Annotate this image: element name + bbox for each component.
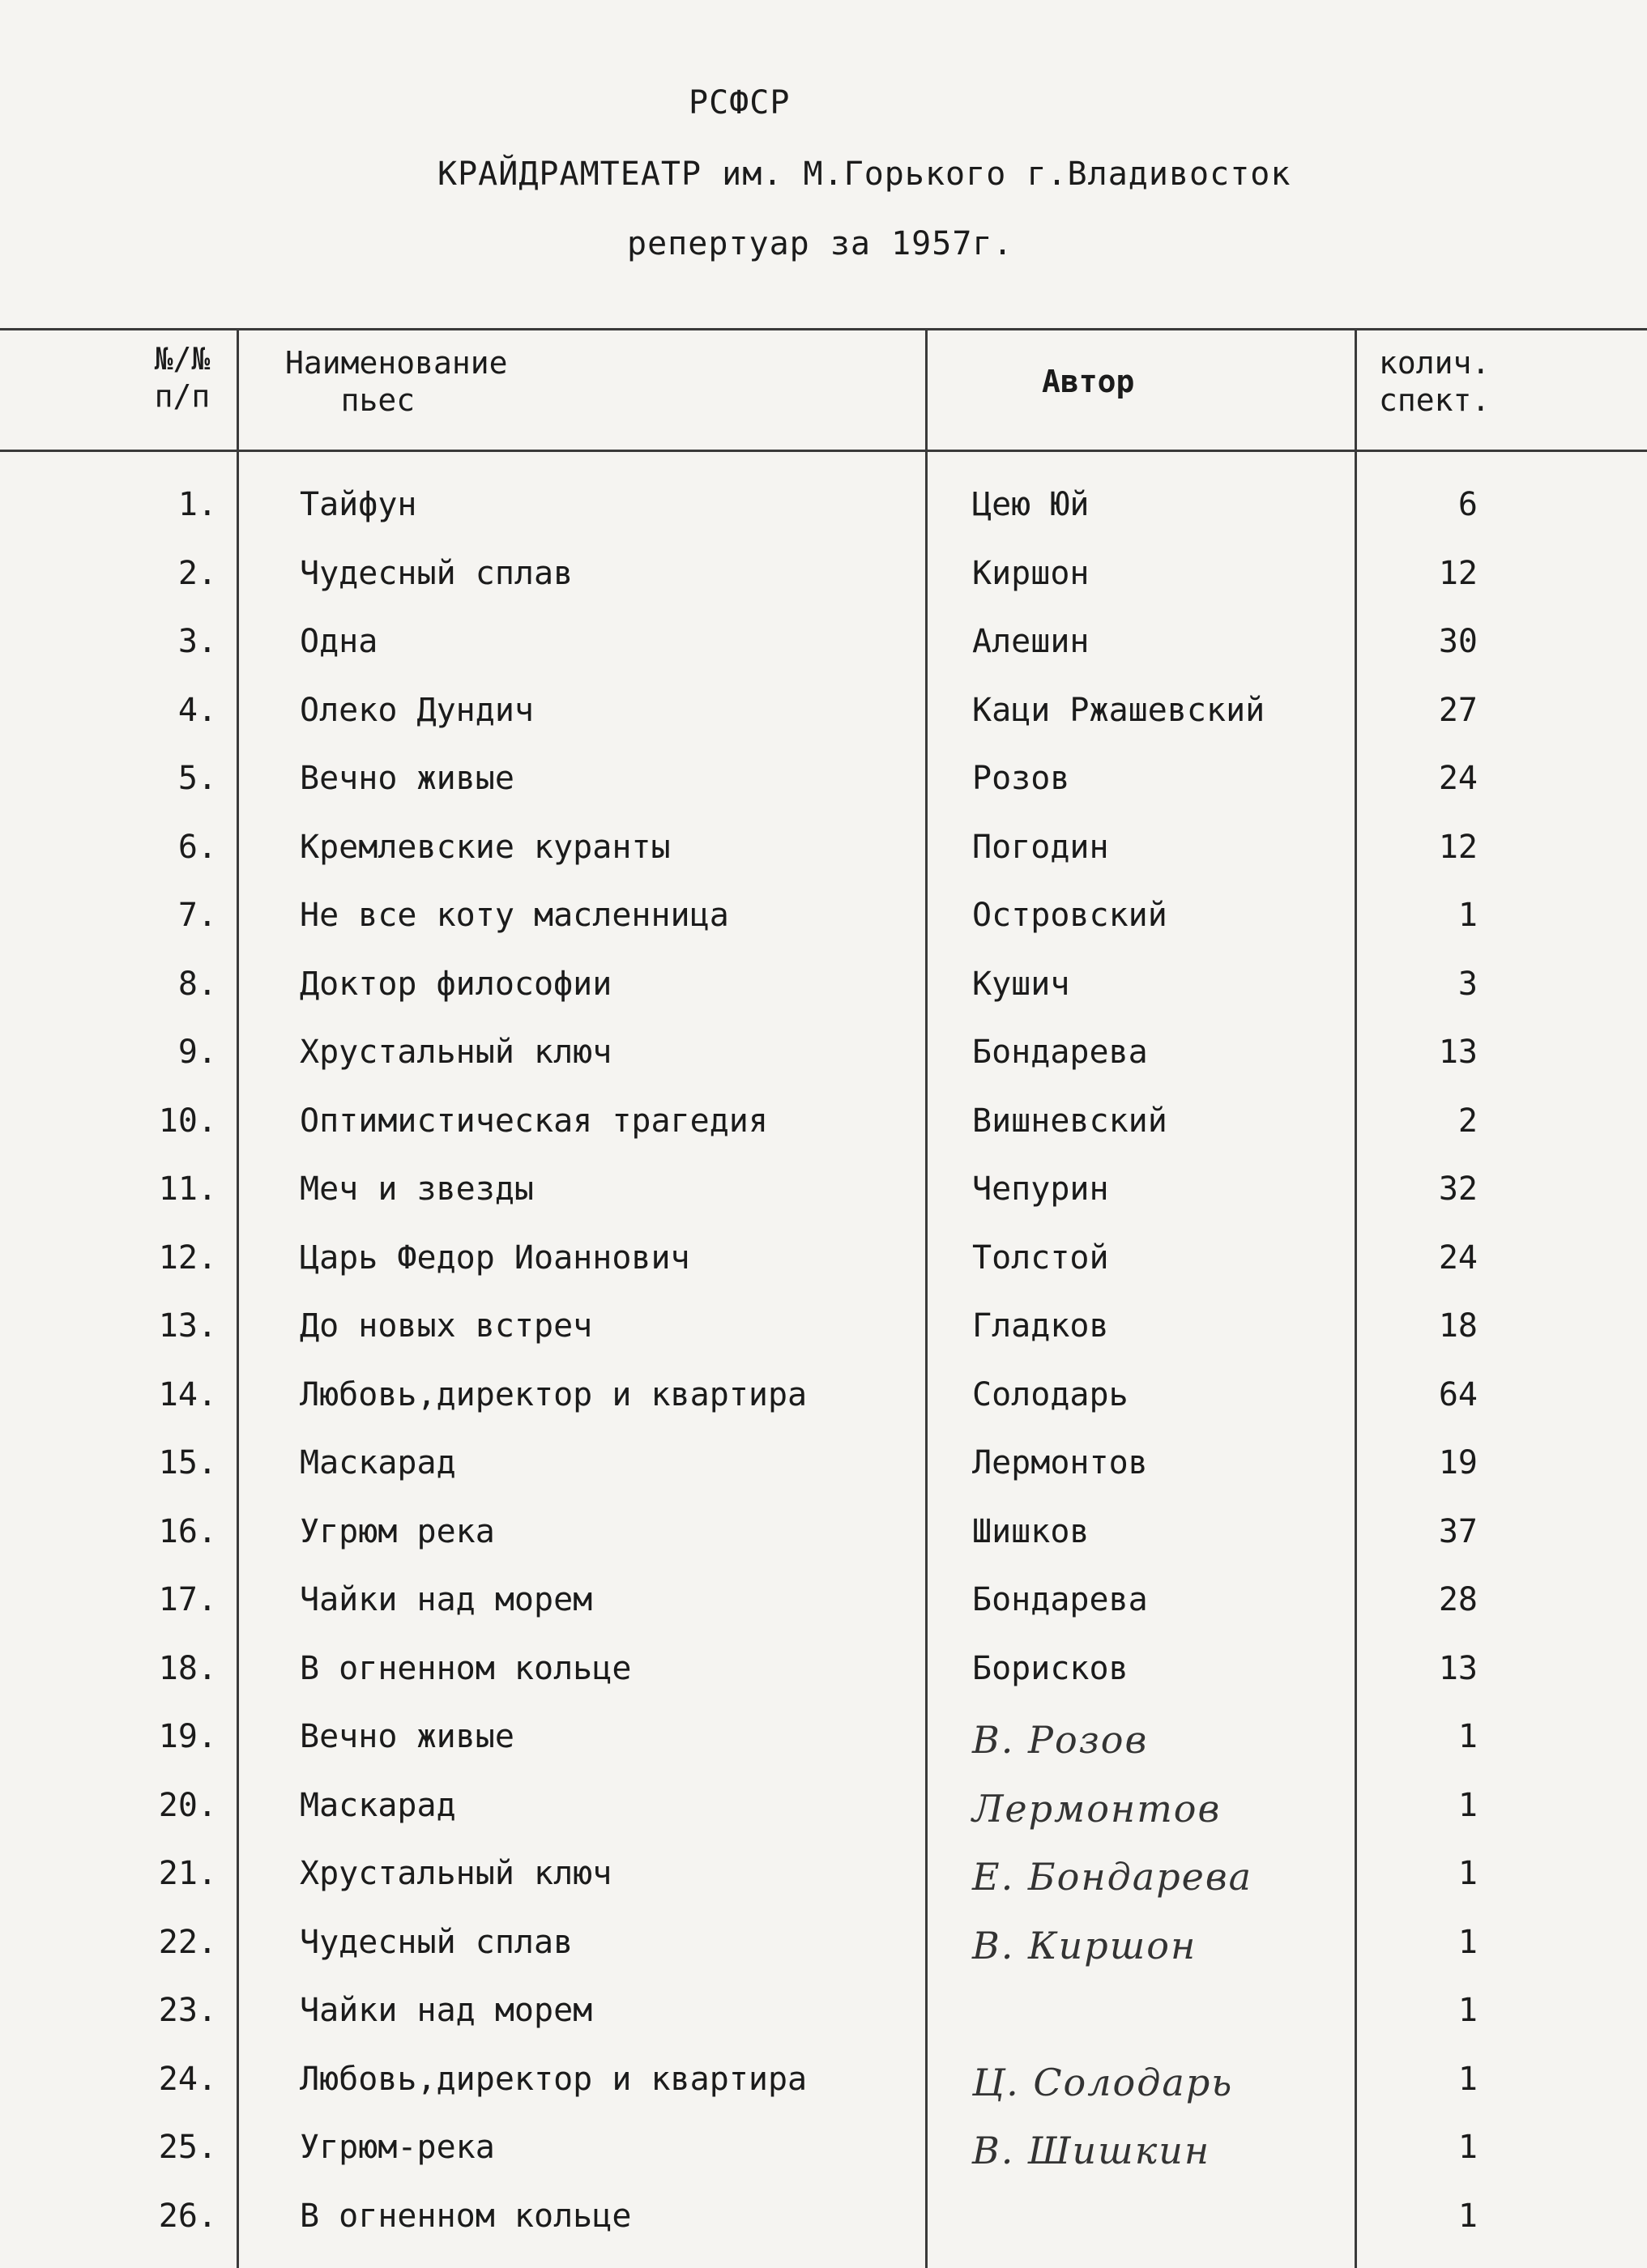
header-rsfsr: РСФСР <box>689 84 791 122</box>
play-author: Вишневский <box>972 1102 1167 1140</box>
play-title: Хрустальный ключ <box>300 1034 612 1071</box>
performance-count: 27 <box>1438 691 1478 729</box>
play-author: Лермонтов <box>972 1786 1222 1831</box>
play-author: Лермонтов <box>972 1444 1148 1481</box>
play-author: В. Киршон <box>972 1923 1197 1967</box>
play-title: Чудесный сплав <box>300 554 574 592</box>
performance-count: 1 <box>1457 1786 1478 1824</box>
play-title: Чайки над морем <box>300 1581 593 1618</box>
play-author: Киршон <box>972 554 1090 592</box>
table-row <box>0 957 1647 1025</box>
play-author: Борисков <box>972 1649 1129 1687</box>
table-row <box>0 821 1647 889</box>
play-author: Погодин <box>972 828 1109 866</box>
column-header-title: Наименование пьес <box>285 345 508 418</box>
performance-count: 1 <box>1457 897 1478 934</box>
table-row <box>0 1847 1647 1915</box>
play-author: В. Шишкин <box>972 2129 1211 2172</box>
column-header-count: колич. спект. <box>1379 345 1491 418</box>
header-repertoire-year: репертуар за 1957г. <box>627 225 1013 262</box>
play-title: Вечно живые <box>300 760 514 797</box>
performance-count: 2 <box>1457 1102 1478 1140</box>
row-number: 26. <box>158 2197 217 2235</box>
row-number: 5. <box>177 760 217 797</box>
row-number: 10. <box>158 1102 217 1140</box>
row-number: 6. <box>177 828 217 866</box>
play-author: Каци Ржашевский <box>972 691 1265 729</box>
play-author: Ц. Солодарь <box>972 2060 1234 2104</box>
play-title: Любовь,директор и квартира <box>300 1375 808 1413</box>
table-row <box>0 1436 1647 1504</box>
row-number: 1. <box>177 486 217 523</box>
performance-count: 1 <box>1457 2197 1478 2235</box>
play-title: В огненном кольце <box>300 1649 632 1687</box>
performance-count: 12 <box>1438 554 1478 592</box>
row-number: 21. <box>158 1855 217 1892</box>
play-title: Угрюм река <box>300 1512 495 1550</box>
performance-count: 18 <box>1438 1307 1478 1345</box>
play-title: Хрустальный ключ <box>300 1855 612 1892</box>
row-number: 17. <box>158 1581 217 1618</box>
row-number: 8. <box>177 965 217 1003</box>
row-number: 7. <box>177 897 217 934</box>
play-title: Меч и звезды <box>300 1170 534 1208</box>
header-theatre-name: КРАЙДРАМТЕАТР им. М.Горького г.Владивосток <box>437 156 1291 193</box>
table-top-rule <box>0 328 1647 330</box>
play-title: Тайфун <box>300 486 417 523</box>
play-title: Доктор философии <box>300 965 612 1003</box>
row-number: 24. <box>158 2060 217 2098</box>
performance-count: 32 <box>1438 1170 1478 1208</box>
performance-count: 1 <box>1457 1923 1478 1961</box>
table-row <box>0 1299 1647 1367</box>
table-row <box>0 1984 1647 2052</box>
column-header-author: Автор <box>1042 364 1135 399</box>
performance-count: 3 <box>1457 965 1478 1003</box>
table-row <box>0 1710 1647 1778</box>
row-number: 13. <box>158 1307 217 1345</box>
play-author: Алешин <box>972 623 1090 660</box>
row-number: 9. <box>177 1034 217 1071</box>
row-number: 23. <box>158 1992 217 2029</box>
table-row <box>0 889 1647 957</box>
play-title: Маскарад <box>300 1786 456 1824</box>
performance-count: 30 <box>1438 623 1478 660</box>
performance-count: 1 <box>1457 1992 1478 2029</box>
play-author: Бондарева <box>972 1581 1148 1618</box>
play-title: В огненном кольце <box>300 2197 632 2235</box>
column-header-number: №/№ п/п <box>154 341 211 414</box>
performance-count: 6 <box>1457 486 1478 523</box>
play-title: Чудесный сплав <box>300 1923 574 1961</box>
table-row <box>0 2121 1647 2189</box>
table-header-rule <box>0 450 1647 452</box>
play-author: Гладков <box>972 1307 1109 1345</box>
row-number: 11. <box>158 1170 217 1208</box>
row-number: 2. <box>177 554 217 592</box>
row-number: 14. <box>158 1375 217 1413</box>
row-number: 15. <box>158 1444 217 1481</box>
table-row <box>0 1642 1647 1710</box>
row-number: 20. <box>158 1786 217 1824</box>
performance-count: 28 <box>1438 1581 1478 1618</box>
play-title: Чайки над морем <box>300 1992 593 2029</box>
play-title: Олеко Дундич <box>300 691 534 729</box>
play-title: До новых встреч <box>300 1307 593 1345</box>
play-author: Чепурин <box>972 1170 1109 1208</box>
play-title: Кремлевские куранты <box>300 828 671 866</box>
performance-count: 1 <box>1457 1718 1478 1755</box>
performance-count: 1 <box>1457 2129 1478 2166</box>
table-row <box>0 1094 1647 1162</box>
play-author: Солодарь <box>972 1375 1129 1413</box>
row-number: 16. <box>158 1512 217 1550</box>
table-row <box>0 2189 1647 2257</box>
performance-count: 1 <box>1457 1855 1478 1892</box>
performance-count: 1 <box>1457 2060 1478 2098</box>
play-title: Любовь,директор и квартира <box>300 2060 808 2098</box>
play-author: Шишков <box>972 1512 1090 1550</box>
table-row <box>0 1505 1647 1573</box>
performance-count: 24 <box>1438 1238 1478 1277</box>
table-row <box>0 547 1647 615</box>
play-author: В. Розов <box>972 1718 1149 1762</box>
play-author: Островский <box>972 897 1167 934</box>
row-number: 3. <box>177 623 217 660</box>
performance-count: 13 <box>1438 1034 1478 1071</box>
performance-count: 13 <box>1438 1649 1478 1687</box>
table-row <box>0 615 1647 683</box>
table-row <box>0 2053 1647 2121</box>
row-number: 22. <box>158 1923 217 1961</box>
play-author: Кушич <box>972 965 1070 1003</box>
table-row <box>0 1162 1647 1230</box>
row-number: 4. <box>177 691 217 729</box>
row-number: 25. <box>158 2129 217 2166</box>
performance-count: 19 <box>1438 1444 1478 1481</box>
play-title: Маскарад <box>300 1444 456 1481</box>
play-author: Цею Юй <box>972 486 1090 523</box>
play-title: Царь Федор Иоаннович <box>300 1238 690 1277</box>
play-title: Угрюм-река <box>300 2129 495 2166</box>
table-row <box>0 1573 1647 1641</box>
table-row <box>0 752 1647 820</box>
play-author: Толстой <box>972 1238 1109 1277</box>
performance-count: 64 <box>1438 1375 1478 1413</box>
play-title: Оптимистическая трагедия <box>300 1102 768 1140</box>
table-row <box>0 1916 1647 1984</box>
play-title: Не все коту масленница <box>300 897 729 934</box>
table-row <box>0 1025 1647 1094</box>
table-row <box>0 1368 1647 1436</box>
row-number: 19. <box>158 1718 217 1755</box>
play-author: Е. Бондарева <box>972 1855 1253 1899</box>
play-title: Одна <box>300 623 378 660</box>
table-row <box>0 478 1647 546</box>
performance-count: 37 <box>1438 1512 1478 1550</box>
play-title: Вечно живые <box>300 1718 514 1755</box>
table-row <box>0 1779 1647 1847</box>
table-row <box>0 684 1647 752</box>
performance-count: 24 <box>1438 760 1478 797</box>
performance-count: 12 <box>1438 828 1478 866</box>
row-number: 12. <box>158 1238 217 1277</box>
row-number: 18. <box>158 1649 217 1687</box>
play-author: Бондарева <box>972 1034 1148 1071</box>
table-row <box>0 1231 1647 1299</box>
play-author: Розов <box>972 760 1070 797</box>
